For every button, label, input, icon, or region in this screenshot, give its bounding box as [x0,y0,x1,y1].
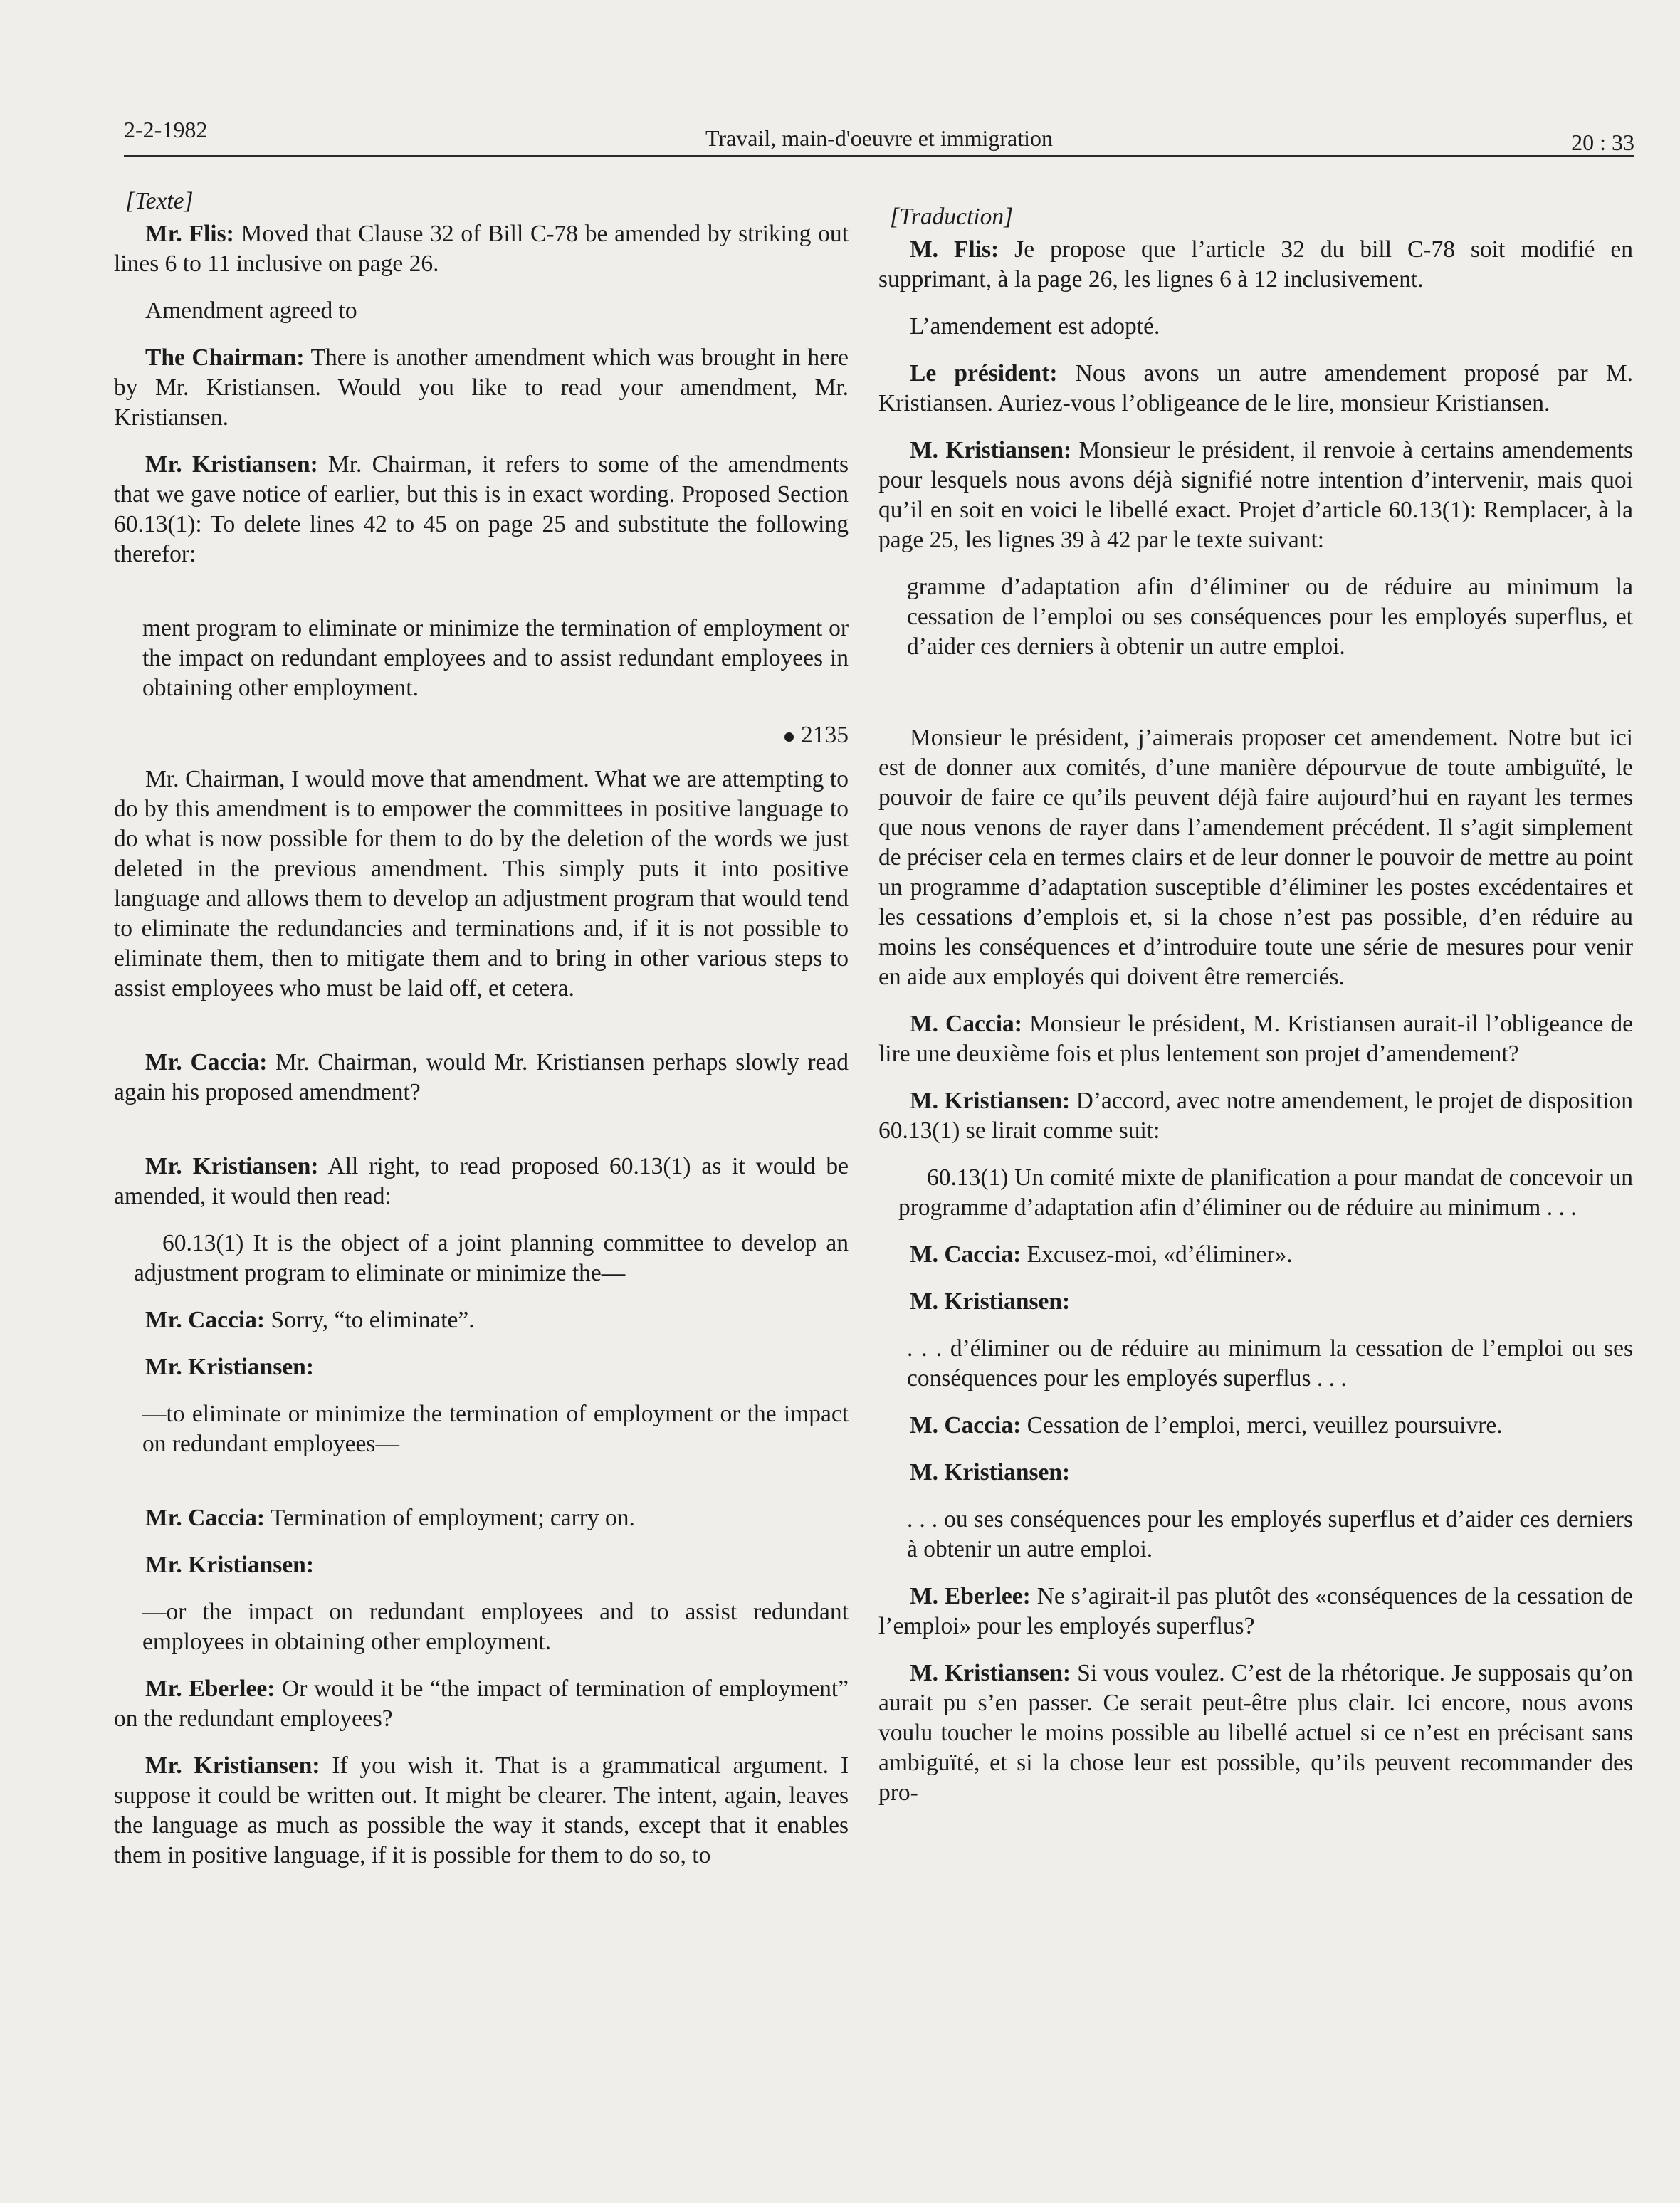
speech: Je propose que l’article 32 du bill C-78 soit modifié en supprimant, à la page 26, les lignes 6 à 12 inclusivement. [878,236,1634,293]
speaker: Mr. Caccia: [145,1307,266,1333]
speech: Termination of employment; carry on. [265,1505,635,1531]
quoted-text: gramme d’adaptation afin d’éliminer ou de réduire au minimum la cessation de l’emploi ou ses conséquences pour les employés superflus, et d’aider ces derniers à obtenir un autre emploi. [907,574,1633,660]
speaker: M. Caccia: [910,1412,1022,1439]
page-header [124,112,1634,157]
paragraph [878,1658,1633,1808]
paragraph [114,1352,849,1382]
speaker: Mr. Caccia: [145,1049,268,1076]
header-page-number: 20 : 33 [1571,130,1634,155]
section-label: [Traduction] [890,204,1014,230]
quoted-text: 60.13(1) Un comité mixte de planification a pour mandat de concevoir un programme d’adaptation afin d’éliminer ou de réduire au minimum . . . [898,1164,1633,1221]
speaker: Mr. Kristiansen: [145,451,318,478]
speech: Or would it be “the impact of termination of employment” on the redundant employees? [114,1676,849,1732]
paragraph [114,1048,849,1108]
header-title: Travail, main-d'oeuvre et immigration [705,125,1054,151]
french-column [878,202,1633,1825]
paragraph [878,1086,1633,1146]
speaker: Mr. Flis: [145,221,234,247]
paragraph [114,1503,849,1533]
speech: Excusez-moi, «d’éliminer». [1021,1241,1293,1268]
paragraph [878,235,1633,295]
speaker: M. Kristiansen: [910,1660,1071,1686]
speaker: M. Kristiansen: [910,1459,1071,1486]
quoted-text: . . . ou ses conséquences pour les employés superflus et d’aider ces derniers à obtenir un autre emploi. [907,1506,1633,1562]
speech: Mr. Chairman, would Mr. Kristiansen perhaps slowly read again his proposed amendment? [114,1049,849,1105]
speaker: Mr. Kristiansen: [145,1552,314,1578]
paragraph [114,1305,849,1335]
speech: Moved that Clause 32 of Bill C-78 be amended by striking out lines 6 to 11 inclusive on page 26. [114,221,849,277]
speech: All right, to read proposed 60.13(1) as it would be amended, it would then read: [114,1153,849,1209]
paragraph [114,1550,849,1580]
time-marker [114,720,849,750]
speech: Nous avons un autre amendement proposé par M. Kristiansen. Auriez-vous l’obligeance de le lire, monsieur Kristiansen. [878,360,1633,416]
speaker: Mr. Caccia: [145,1505,266,1531]
speech: Cessation de l’emploi, merci, veuillez poursuivre. [1021,1412,1503,1439]
speaker: M. Caccia: [910,1241,1022,1268]
quoted-text: —or the impact on redundant employees and to assist redundant employees in obtaining other employment. [142,1599,849,1655]
paragraph: L’amendement est adopté. [910,313,1160,340]
paragraph [878,1458,1633,1488]
quoted-text: 60.13(1) It is the object of a joint planning committee to develop an adjustment program to eliminate or minimize the— [134,1230,849,1286]
paragraph [878,1287,1633,1317]
paragraph [114,219,849,279]
speaker: M. Flis: [910,236,999,263]
speech: There is another amendment which was brought in here by Mr. Kristiansen. Would you like to read your amendment, Mr. Kristiansen. [114,345,849,431]
speech: If you wish it. That is a grammatical argument. I suppose it could be written out. It might be clearer. The intent, again, leaves the language as much as possible the way it stands, except that it enables them in positive language, if it is possible for them to do so, to [114,1752,849,1868]
paragraph [114,1674,849,1734]
paragraph [878,1240,1633,1270]
speech: D’accord, avec notre amendement, le projet de disposition 60.13(1) se lirait comme suit: [878,1088,1633,1144]
english-column [114,186,849,1888]
paragraph [878,1411,1633,1441]
paragraph [114,1751,849,1871]
time-marker-value: 2135 [801,722,849,748]
quoted-text: . . . d’éliminer ou de réduire au minimum la cessation de l’emploi ou ses conséquences pour les employés superflus . . . [907,1335,1633,1392]
paragraph [114,450,849,569]
speech: Monsieur le président, M. Kristiansen aurait-il l’obligeance de lire une deuxième fois et plus lentement son projet d’amendement? [878,1011,1633,1067]
speaker: M. Caccia: [910,1011,1022,1037]
speaker: Mr. Kristiansen: [145,1153,319,1179]
speaker: M. Kristiansen: [910,437,1072,463]
paragraph [878,1582,1633,1641]
quoted-text: —to eliminate or minimize the termination of employment or the impact on redundant employees— [142,1401,849,1457]
speaker: Le président: [910,360,1058,387]
header-date: 2-2-1982 [124,117,208,142]
paragraph [878,359,1633,419]
speech: Monsieur le président, il renvoie à certains amendements pour lesquels nous avons déjà signifié notre intention d’intervenir, mais quoi qu’il en soit en voici le libellé exact. Projet d’article 60.13(1): Remplacer, à la page 25, les lignes 39 à 42 par le texte suivant: [878,437,1633,553]
bullet-icon [784,732,794,742]
section-label: [Texte] [125,188,194,214]
paragraph [878,1009,1633,1069]
quoted-text: ment program to eliminate or minimize the termination of employment or the impact on redundant employees and to assist redundant employees in obtaining other employment. [142,615,849,701]
speech: Si vous voulez. C’est de la rhétorique. Je supposais qu’on aurait pu s’en passer. Ce serait peut-être plus clair. Ici encore, nous avons voulu toucher le moins possible au libellé actuel si ce n’est en précisant sans ambiguïté, et si la chose leur est possible, qu’ils peuvent recommander des pro- [878,1660,1633,1806]
paragraph: Monsieur le président, j’aimerais proposer cet amendement. Notre but ici est de donner aux comités, d’une manière dépourvue de toute ambiguïté, le pouvoir de faire ce qu’ils peuvent déjà faire aujourd’hui en rayant les termes que nous venons de rayer dans l’amendement précédent. Il s’agit simplement de préciser cela en termes clairs et de leur donner le pouvoir de mettre au point un programme d’adaptation susceptible d’éliminer les postes excédentaires et les cessations d’emplois et, si la chose n’est pas possible, d’en réduire au moins les conséquences et d’introduire toute une série de mesures pour venir en aide aux employés qui doivent être remerciés. [878,725,1633,990]
paragraph [114,1152,849,1211]
paragraph: Amendment agreed to [145,298,357,324]
speech: Ne s’agirait-il pas plutôt des «conséquences de la cessation de l’emploi» pour les employés superflus? [878,1583,1633,1639]
paragraph [878,436,1633,555]
speaker: M. Kristiansen: [910,1088,1071,1114]
speech: Sorry, “to eliminate”. [265,1307,475,1333]
speaker: M. Kristiansen: [910,1288,1071,1315]
speaker: Mr. Eberlee: [145,1676,275,1702]
speaker: The Chairman: [145,345,305,371]
speaker: M. Eberlee: [910,1583,1031,1609]
speaker: Mr. Kristiansen: [145,1752,320,1779]
paragraph [114,343,849,433]
speech: Mr. Chairman, it refers to some of the amendments that we gave notice of earlier, but this is in exact wording. Proposed Section 60.13(1): To delete lines 42 to 45 on page 25 and substitute the following therefor: [114,451,849,567]
paragraph: Mr. Chairman, I would move that amendment. What we are attempting to do by this amendment is to empower the committees in positive language to do what is now possible for them to do by the deletion of the words we just deleted in the previous amendment. This simply puts it into positive language and allows them to develop an adjustment program that would tend to eliminate the redundancies and terminations and, if it is not possible to eliminate them, then to mitigate them and to bring in other various steps to assist employees who must be laid off, et cetera. [114,766,849,1001]
speaker: Mr. Kristiansen: [145,1354,314,1380]
